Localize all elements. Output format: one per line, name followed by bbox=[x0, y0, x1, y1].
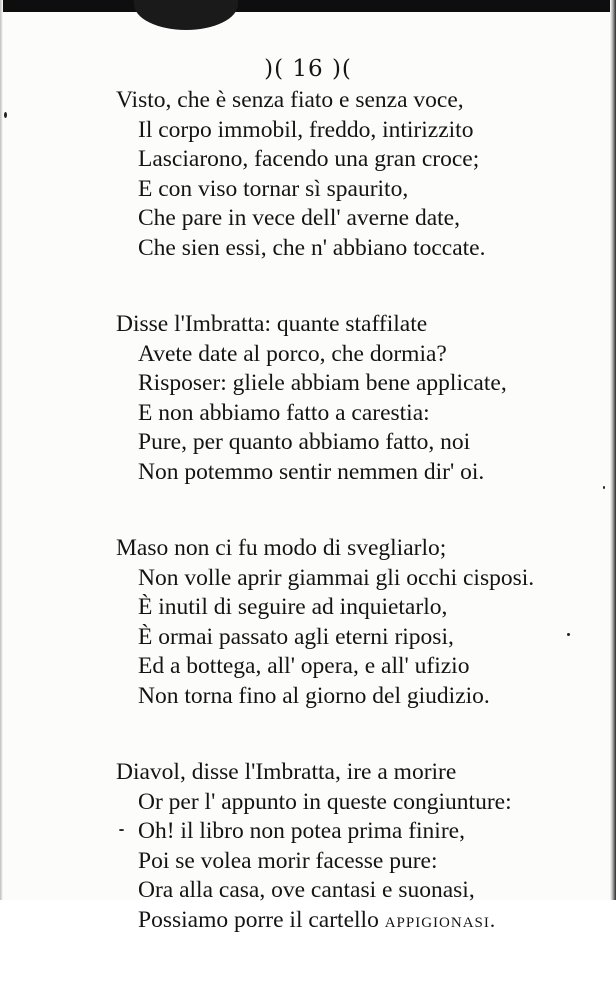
small-caps-word: appigionasi. bbox=[384, 907, 497, 932]
verse-line: E non abbiamo fatto a carestia: bbox=[138, 399, 430, 426]
stanza bbox=[0, 86, 616, 263]
verse-line: Lasciarono, facendo una gran croce; bbox=[138, 146, 480, 172]
page-number: )( 16 )( bbox=[264, 56, 352, 82]
verse-line: Non potemmo sentir nemmen dir' oi. bbox=[138, 458, 485, 485]
verse-line: Maso non ci fu modo di svegliarlo; bbox=[116, 535, 447, 561]
verse-line: E con viso tornar sì spaurito, bbox=[138, 175, 409, 202]
stanza bbox=[0, 534, 616, 711]
verse-line: Ed a bottega, all' opera, e all' ufizio bbox=[138, 653, 470, 679]
verse-line: Disse l'Imbratta: quante staffilate bbox=[116, 311, 428, 337]
verse-line: Che pare in vece dell' averne date, bbox=[138, 205, 460, 231]
scan-top-border bbox=[0, 0, 616, 12]
verse-line: Avete date al porco, che dormia? bbox=[138, 340, 447, 367]
stanza bbox=[0, 758, 616, 935]
verse-line: Diavol, disse l'Imbratta, ire a morire bbox=[116, 759, 457, 785]
verse-line: Or per l' appunto in queste congiunture: bbox=[138, 788, 512, 815]
scan-clip-shadow bbox=[134, 0, 238, 30]
verse-line: È ormai passato agli eterni riposi, bbox=[138, 623, 454, 650]
poem-body bbox=[0, 86, 616, 982]
verse-line: Poi se volea morir facesse pure: bbox=[138, 847, 438, 874]
verse-line-final bbox=[0, 906, 616, 936]
verse-line: Visto, che è senza fiato e senza voce, bbox=[116, 87, 464, 113]
verse-line: Non torna fino al giorno del giudizio. bbox=[138, 682, 490, 709]
verse-line: Pure, per quanto abbiamo fatto, noi bbox=[138, 429, 471, 455]
verse-line: Ora alla casa, ove cantasi e suonasi, bbox=[138, 877, 475, 903]
verse-line: Che sien essi, che n' abbiano toccate. bbox=[138, 234, 486, 261]
stanza bbox=[0, 310, 616, 487]
verse-line: Non volle aprir giammai gli occhi cisposi. bbox=[138, 564, 535, 591]
verse-line: Risposer: gliele abbiam bene applicate, bbox=[138, 370, 507, 396]
verse-line: Oh! il libro non potea prima finire, bbox=[138, 818, 465, 844]
verse-line: Il corpo immobil, freddo, intirizzito bbox=[138, 116, 474, 143]
verse-line: È inutil di seguire ad inquietarlo, bbox=[138, 594, 448, 620]
verse-line-text: Possiamo porre il cartello bbox=[138, 906, 379, 933]
